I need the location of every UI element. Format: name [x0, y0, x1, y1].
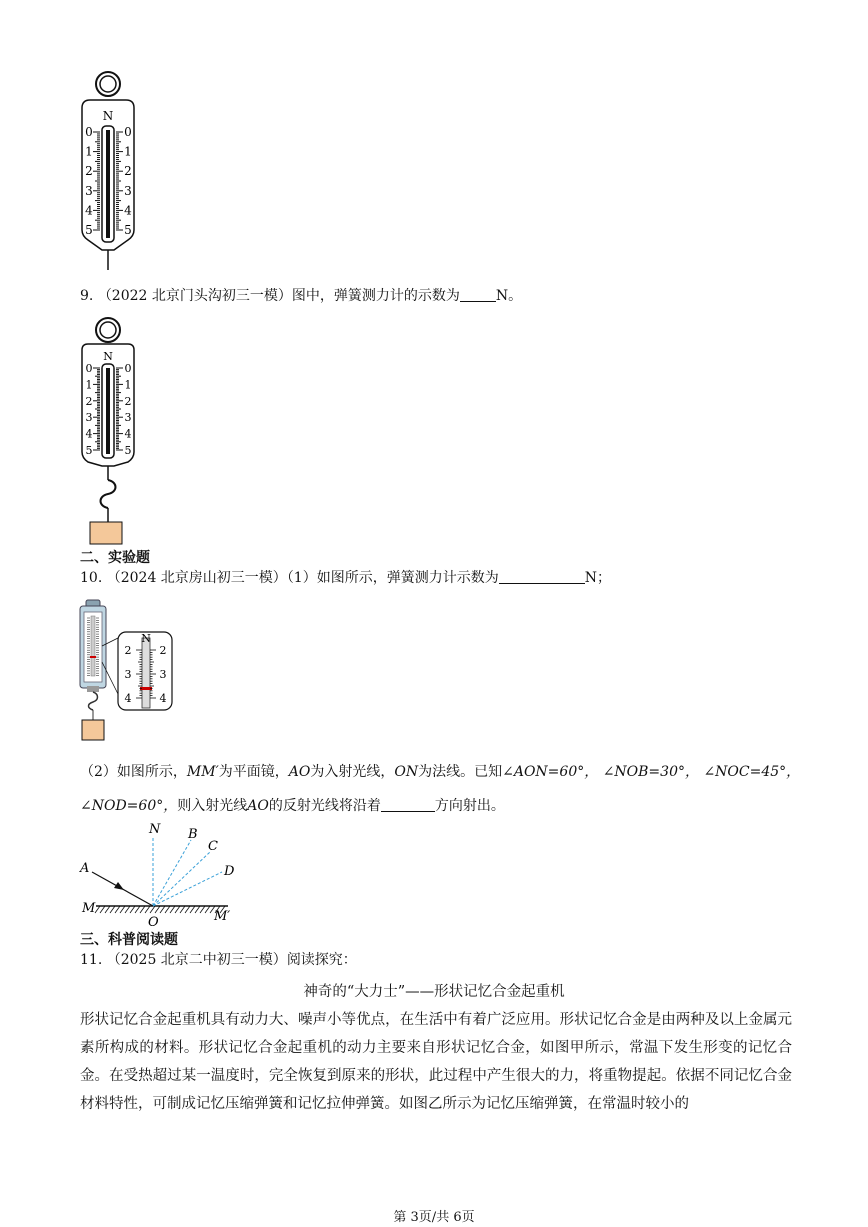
scale1-right-tick-4: 4: [124, 203, 132, 218]
scale1-left-tick-0: 0: [85, 125, 93, 139]
article-title: 神奇的“大力士”——形状记忆合金起重机: [303, 984, 565, 1000]
zoom-right-tick-4: 4: [159, 692, 167, 705]
label-A: A: [80, 861, 90, 876]
scale1-left-tick-2: 2: [85, 164, 93, 179]
scale1-left-tick-1: 1: [85, 144, 93, 159]
question-11: 11. （2025 北京二中初三一模）阅读探究：: [80, 952, 357, 968]
scale2-left-tick-2: 2: [85, 394, 93, 408]
question-10-part2-line1: （2）如图所示，MM′为平面镜，AO为入射光线，ON为法线。已知∠AON=60°， ∠NOB=30°， ∠NOC=45°，: [80, 764, 801, 780]
reflection-diagram: [78, 820, 248, 930]
scale1-right-tick-2: 2: [124, 164, 132, 179]
scale1-right-tick-3: 3: [124, 183, 132, 198]
answer-blank[interactable]: [499, 569, 585, 584]
label-N: N: [149, 822, 161, 837]
scale1-left-tick-4: 4: [85, 203, 93, 218]
scale1-left-tick-5: 5: [85, 223, 93, 237]
answer-blank[interactable]: [460, 287, 496, 302]
spring-scale-figure-3: [78, 598, 178, 744]
spring-scale-figure-2: [78, 316, 142, 548]
angle-noc: ∠NOC=45°，: [703, 764, 801, 780]
scale2-left-tick-1: 1: [85, 378, 93, 392]
angle-nob: ∠NOB=30°，: [602, 764, 699, 780]
scale2-right-tick-2: 2: [124, 394, 132, 408]
question-source: （2025 北京二中初三一模）: [106, 952, 287, 968]
article-paragraph: 形状记忆合金起重机具有动力大、噪声小等优点，在生活中有着广泛应用。形状记忆合金是由两种及以上金属元素所构成的材料。形状记忆合金起重机的动力主要来自形状记忆合金，如图甲所示，常温下发生形变的记忆合金。在受热超过某一温度时，完全恢复到原来的形状，此过程中产生很大的力，将重物提起。依据不同记忆合金材料特性，可制成记忆压缩弹簧和记忆拉伸弹簧。如图乙所示为记忆压缩弹簧，在常温时较小的: [80, 1012, 792, 1112]
question-source: （2024 北京房山初三一模）: [106, 570, 287, 586]
question-10: 10. （2024 北京房山初三一模）（1）如图所示，弹簧测力计示数为 N；: [80, 570, 611, 586]
scale2-left-tick-5: 5: [85, 444, 93, 457]
angle-aon: ∠AON=60°，: [502, 764, 599, 780]
zoom-right-tick-2: 2: [159, 644, 167, 657]
scale2-right-tick-3: 3: [124, 411, 132, 425]
question-number: 11.: [80, 952, 103, 968]
label-C: C: [208, 839, 218, 854]
unit-label: N: [102, 109, 114, 123]
scale2-left-tick-4: 4: [85, 427, 93, 441]
zoom-left-tick-3: 3: [124, 668, 132, 681]
scale2-right-tick-5: 5: [124, 444, 132, 457]
section-title: 三、科普阅读题: [80, 932, 178, 948]
question-source: （2022 北京门头沟初三一模）: [97, 288, 292, 304]
scale1-right-tick-1: 1: [124, 144, 132, 159]
angle-nod: ∠NOD=60°，: [80, 798, 178, 814]
label-O: O: [148, 915, 159, 930]
scale2-left-tick-0: 0: [85, 362, 93, 375]
svg-text:N: N: [103, 350, 113, 363]
question-number: 9.: [80, 288, 94, 304]
zoom-right-tick-3: 3: [159, 668, 167, 681]
label-M: M: [82, 901, 96, 916]
zoom-left-tick-2: 2: [124, 644, 132, 657]
zoom-left-tick-4: 4: [124, 692, 132, 705]
label-D: D: [224, 864, 235, 879]
label-M-prime: M′: [214, 909, 231, 924]
scale1-right-tick-5: 5: [124, 223, 132, 237]
scale1-right-tick-0: 0: [124, 125, 132, 139]
page-footer: 第 3页/共 6页: [393, 1210, 475, 1225]
spring-scale-figure-1: [78, 70, 142, 275]
section-title: 二、实验题: [80, 550, 150, 566]
scale2-right-tick-4: 4: [124, 427, 132, 441]
question-number: 10.: [80, 570, 103, 586]
scale2-right-tick-1: 1: [124, 378, 132, 392]
scale2-left-tick-3: 3: [85, 411, 93, 425]
label-B: B: [188, 827, 198, 842]
scale2-right-tick-0: 0: [124, 362, 132, 375]
scale1-left-tick-3: 3: [85, 183, 93, 198]
question-10-part2-line2: ∠NOD=60°，则入射光线AO的反射光线将沿着 方向射出。: [80, 798, 505, 814]
question-9: 9. （2022 北京门头沟初三一模）图中，弹簧测力计的示数为 N。: [80, 288, 523, 304]
answer-blank[interactable]: [381, 797, 435, 812]
svg-text:N: N: [141, 632, 151, 645]
